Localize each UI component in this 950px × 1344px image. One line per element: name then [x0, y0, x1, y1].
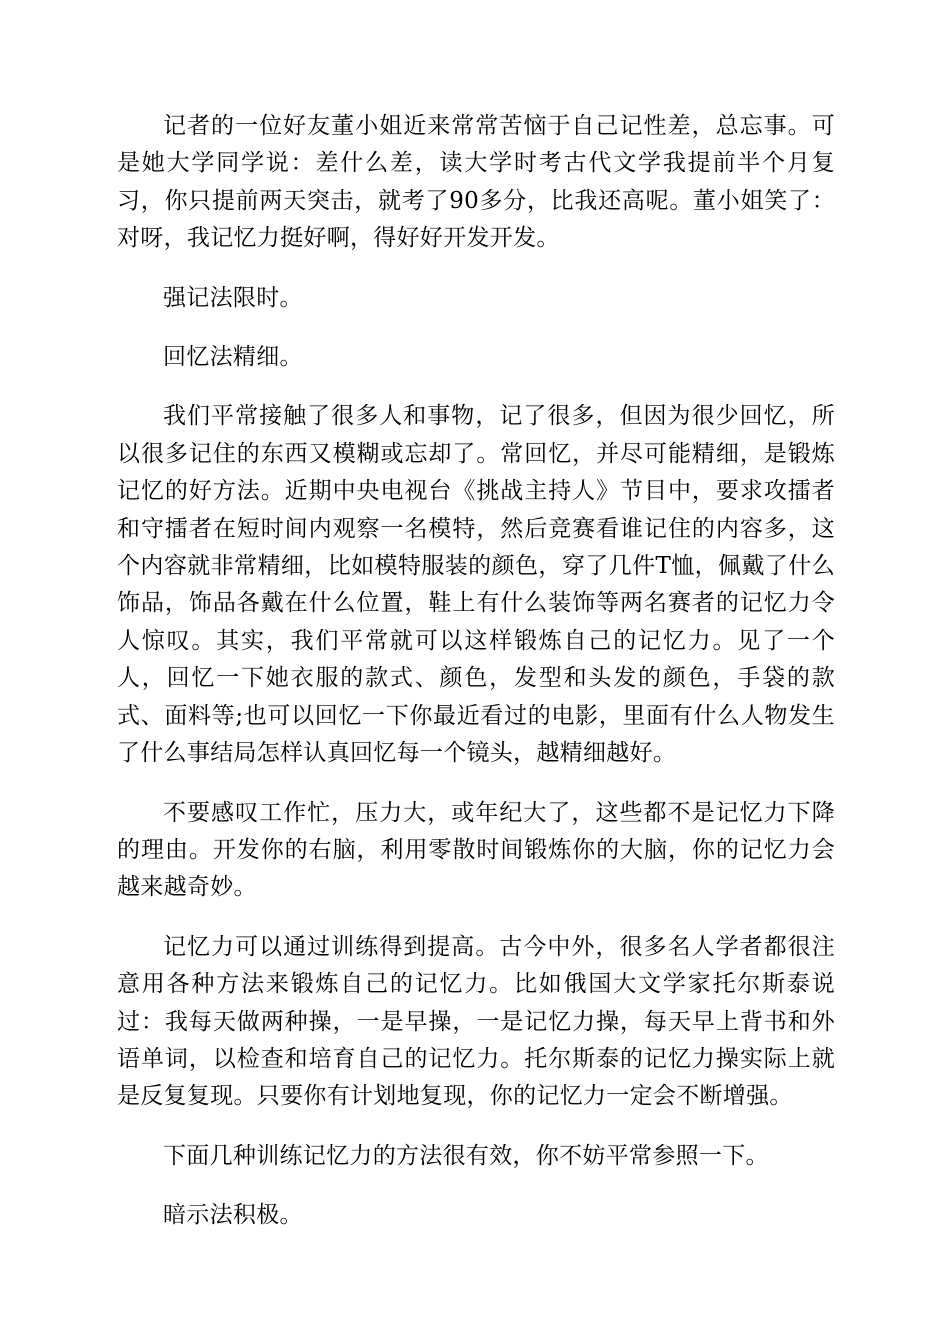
paragraph-methods-intro: 下面几种训练记忆力的方法很有效，你不妨平常参照一下。 [163, 1142, 769, 1169]
document-body [117, 108, 835, 1257]
paragraph-recall-detail: 我们平常接触了很多人和事物，记了很多，但因为很少回忆，所以很多记住的东西又模糊或忘却了。常回忆，并尽可能精细，是锻炼记忆的好方法。近期中央电视台《挑战主持人》节目中，要求攻擂者和守擂者在短时间内观察一名模特，然后竞赛看谁记住的内容多，这个内容就非常精细，比如模特服装的颜色，穿了几件T恤，佩戴了什么饰品，饰品各戴在什么位置，鞋上有什么装饰等两名赛者的记忆力令人惊叹。其实，我们平常就可以这样锻炼自己的记忆力。见了一个人，回忆一下她衣服的款式、颜色，发型和头发的颜色，手袋的款式、面料等;也可以回忆一下你最近看过的电影，里面有什么人物发生了什么事结局怎样认真回忆每一个镜头，越精细越好。 [117, 403, 835, 767]
paragraph-heading-recall: 回忆法精细。 [163, 344, 303, 371]
paragraph-tolstoy: 记忆力可以通过训练得到提高。古今中外，很多名人学者都很注意用各种方法来锻炼自己的记忆力。比如俄国大文学家托尔斯泰说过：我每天做两种操，一是早操，一是记忆力操，每天早上背书和外语单词，以检查和培育自己的记忆力。托尔斯泰的记忆力操实际上就是反复复现。只要你有计划地复现，你的记忆力一定会不断增强。 [117, 933, 835, 1110]
paragraph-heading-suggestion: 暗示法积极。 [163, 1202, 303, 1229]
paragraph-heading-strong-memory: 强记法限时。 [163, 284, 303, 311]
paragraph-intro: 记者的一位好友董小姐近来常常苦恼于自己记性差，总忘事。可是她大学同学说：差什么差，读大学时考古代文学我提前半个月复习，你只提前两天突击，就考了90多分，比我还高呢。董小姐笑了：对呀，我记忆力挺好啊，得好好开发开发。 [117, 113, 835, 252]
paragraph-right-brain: 不要感叹工作忙，压力大，或年纪大了，这些都不是记忆力下降的理由。开发你的右脑，利用零散时间锻炼你的大脑，你的记忆力会越来越奇妙。 [117, 799, 835, 901]
